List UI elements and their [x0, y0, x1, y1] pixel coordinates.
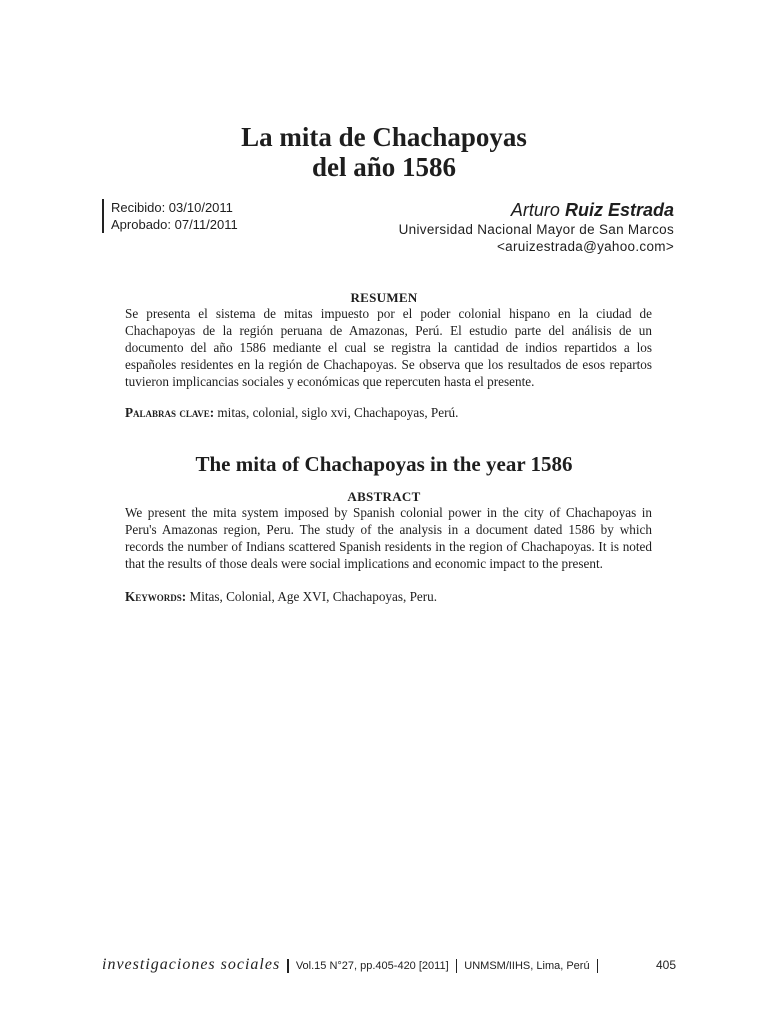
- footer-divider: [287, 959, 289, 973]
- received-date: Recibido: 03/10/2011: [111, 200, 233, 215]
- journal-name: investigaciones sociales: [102, 956, 281, 973]
- abstract-keywords-label: Keywords:: [125, 589, 187, 604]
- article-title: [0, 122, 768, 182]
- author-first-name: Arturo: [510, 200, 560, 220]
- abstract-heading: ABSTRACT: [347, 489, 421, 504]
- footer-divider: [597, 959, 599, 973]
- resumen-keywords: [125, 404, 652, 421]
- author-email: <aruizestrada@yahoo.com>: [497, 239, 674, 254]
- title-line-1: La mita de Chachapoyas: [241, 122, 527, 152]
- author-last-name: Ruiz Estrada: [564, 200, 674, 220]
- submission-dates: [102, 199, 238, 233]
- footer-divider: [456, 959, 458, 973]
- title-line-2: del año 1586: [311, 152, 457, 182]
- institution-info: UNMSM/IIHS, Lima, Perú: [464, 960, 590, 972]
- author-affiliation: Universidad Nacional Mayor de San Marcos: [398, 222, 674, 237]
- abstract-text: We present the mita system imposed by Spanish colonial power in the city of Chachapoyas in Peru's Amazonas region, Peru. The study of the analysis in a document dated 1586 by which records the number of Indians scattered Spanish residents in the region of Chachapoyas. It is noted that the results of those deals were social implications and economic impact to the present.: [125, 505, 652, 571]
- resumen-heading: RESUMEN: [350, 290, 418, 305]
- author-name: [399, 199, 674, 221]
- resumen-keywords-value: mitas, colonial, siglo xvi, Chachapoyas, Perú.: [217, 405, 459, 420]
- approved-date: Aprobado: 07/11/2011: [111, 217, 238, 232]
- resumen-text: Se presenta el sistema de mitas impuesto por el poder colonial hispano en la ciudad de Chachapoyas de la región peruana de Amazonas, Perú. El estudio parte del análisis de un documento del año 1586 mediante el cual se registra la cantidad de indios repartidos a los españoles residentes en la región de Chachapoyas. Se observa que los resultados de esos repartos tuvieron implicancias sociales y económicas que repercuten hasta el presente.: [125, 306, 652, 389]
- author-block: [399, 199, 674, 255]
- english-title: The mita of Chachapoyas in the year 1586: [195, 452, 573, 476]
- page-number: 405: [655, 958, 676, 972]
- resumen-keywords-label: Palabras clave:: [125, 405, 215, 420]
- abstract-keywords-value: Mitas, Colonial, Age XVI, Chachapoyas, Peru.: [189, 589, 438, 604]
- volume-info: Vol.15 N°27, pp.405-420 [2011]: [295, 960, 449, 972]
- page-footer: [102, 956, 676, 976]
- abstract-keywords: [125, 588, 652, 605]
